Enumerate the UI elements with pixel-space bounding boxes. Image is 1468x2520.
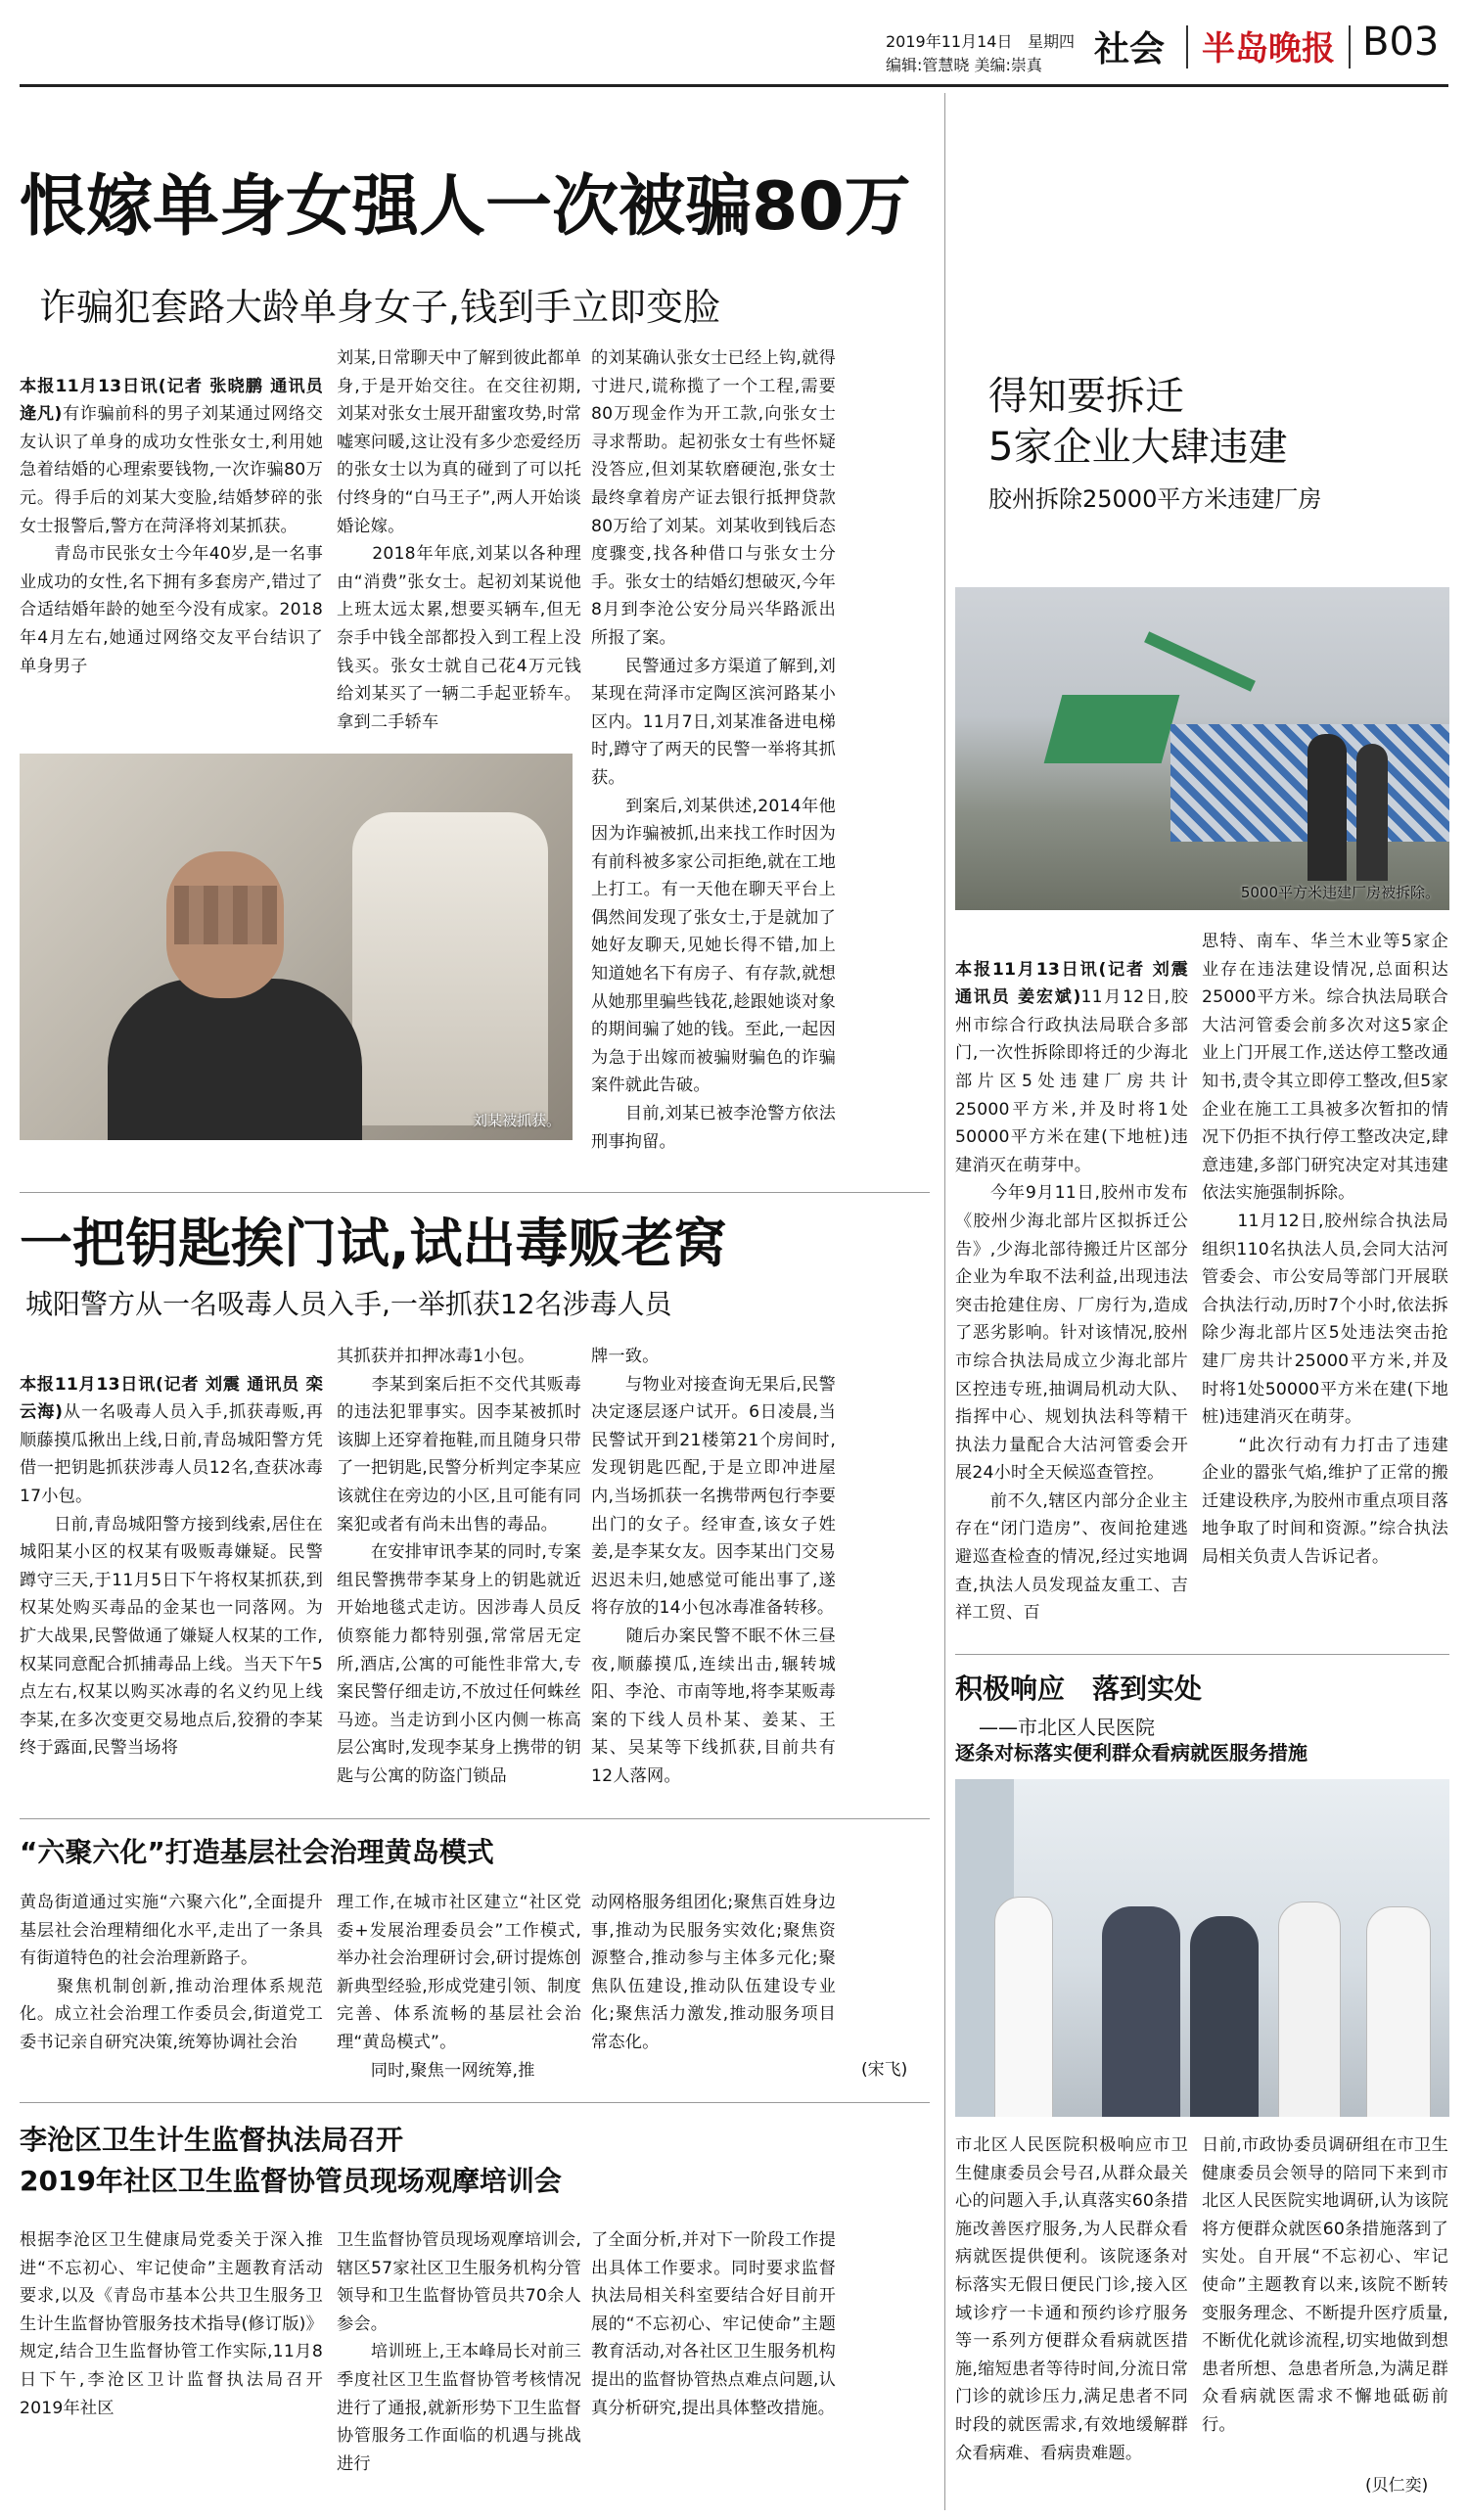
article-paragraph: 有诈骗前科的男子刘某通过网络交友认识了单身的成功女性张女士,利用她急着结婚的心理索要钱物,一次诈骗80万元。得手后的刘某大变脸,结婚梦碎的张女士报警后,警方在菏泽将刘某抓获。 青岛市民张女士今年40岁,是一名事业成功的女性,名下拥有多套房产,错过了合适结婚年龄的她至今没有成家。2018年4月左右,她通过网络交友平台结识了单身男子: [20, 404, 323, 676]
article-column: 卫生监督协管员现场观摩培训会,辖区57家社区卫生服务机构分管领导和卫生监督协管员共70余人参会。 培训班上,王本峰局长对前三季度社区卫生监督协管考核情况进行了通报,就新形势下卫生监督协管服务工作面临的机遇与挑战进行: [337, 2230, 581, 2474]
section-name: 社会: [1094, 29, 1166, 69]
section-divider: [955, 1654, 1449, 1655]
article-paragraph: 11月12日,胶州市综合行政执法局联合多部门,一次性拆除即将迁的少海北部片区5处违建厂房共计25000平方米,并及时将1处50000平方米在建(下地桩)违建消灭在萌芽中。 今年9月11日,胶州市发布《胶州少海北部片区拟拆迁公告》,少海北部待搬迁片区部分企业为牟取不法利益,出现违法突击抢建住房、厂房行为,造成了恶劣影响。针对该情况,胶州市综合执法局成立少海北部片区控违专班,抽调局机动大队、指挥中心、规划执法科等精干执法力量配合大沽河管委会开展24小时全天候巡查管控。 前不久,辖区内部分企业主存在“闭门造房”、夜间抢建逃避巡查检查的情况,经过实地调查,执法人员发现益友重工、吉祥工贸、百: [955, 987, 1188, 1624]
photo-caption: 刘某被抓获。: [472, 1112, 561, 1129]
car-seat: [352, 812, 548, 1125]
subheadline: 诈骗犯套路大龄单身女子,钱到手立即变脸: [39, 286, 721, 329]
signature: (宋飞): [861, 2060, 908, 2080]
newspaper-logo: 半岛晚报: [1202, 29, 1335, 69]
article-column: 市北区人民医院积极响应市卫生健康委员会号召,从群众最关心的问题入手,认真落实60条措施改善医疗服务,为人民群众看病就医提供便利。该院逐条对标落实无假日便民门诊,接入区域诊疗一卡通和预约诊疗服务等一系列方便群众看病就医措施,缩短患者等待时间,分流日常门诊的就诊压力,满足患者不同时段的就医需求,有效地缓解群众看病难、看病贵难题。: [955, 2135, 1188, 2463]
suspect-photo: [20, 754, 573, 1140]
staff-figure: [1366, 1906, 1431, 2117]
header-rule: [20, 84, 1448, 87]
section-divider: [20, 1818, 930, 1819]
doctor-figure: [994, 1897, 1053, 2117]
article-column: 日前,市政协委员调研组在市卫生健康委员会领导的陪同下来到市北区人民医院实地调研,认为该院将方便群众就医60条措施落到了实处。自开展“不忘初心、牢记使命”主题教育以来,该院不断转变服务理念、不断提升医疗质量,不断优化就诊流程,切实地做到想患者所想、急患者所急,为满足群众看病就医需求不懈地砥砺前行。: [1202, 2135, 1448, 2435]
subheadline: 胶州拆除25000平方米违建厂房: [988, 485, 1322, 513]
section-divider: [20, 1192, 930, 1193]
article-column: 思特、南车、华兰木业等5家企业存在违法建设情况,总面积达25000平方米。综合执法局联合大沽河管委会前多次对这5家企业上门开展工作,送达停工整改通知书,责令其立即停工整改,但5家企业在施工工具被多次暂扣的情况下仍拒不执行停工整改决定,肆意违建,多部门研究决定对其违建依法实施强制拆除。 11月12日,胶州综合执法局组织110名执法人员,会同大沽河管委会、市公安局等部门开展联合执法行动,历时7个小时,依法拆除少海北部片区5处违法突击抢建厂房共计25000平方米,并及时将1处50000平方米在建(下地桩)违建消灭在萌芽。 “此次行动有力打击了违建企业的嚣张气焰,维护了正常的搬迁建设秩序,为胶州市重点项目落地争取了时间和资源。”综合执法局相关负责人告诉记者。: [1202, 932, 1448, 1568]
blur-mosaic: [174, 886, 277, 944]
header-weekday: 星期四: [1028, 32, 1076, 51]
article-column: 牌一致。 与物业对接查询无果后,民警决定逐层逐户试开。6日凌晨,当民警试开到21楼第21个房间时,发现钥匙匹配,于是立即冲进屋内,当场抓获一名携带两包行李要出门的女子。经审查,该女子姓姜,是李某女友。因李某出门交易迟迟未归,她感觉可能出事了,遂将存放的14小包冰毒准备转移。 随后办案民警不眠不休三昼夜,顺藤摸瓜,连续出击,辗转城阳、李沧、市南等地,将李某贩毒案的下线人员朴某、姜某、王某、吴某等下线抓获,目前共有12人落网。: [591, 1347, 836, 1786]
article-column: 黄岛街道通过实施“六聚六化”,全面提升基层社会治理精细化水平,走出了一条具有街道特色的社会治理新路子。 聚焦机制创新,推动治理体系规范化。成立社会治理工作委员会,街道党工委书记亲自研究决策,统筹协调社会治: [20, 1893, 323, 2052]
headline: “六聚六化”打造基层社会治理黄岛模式: [20, 1836, 494, 1868]
article-paragraph: 从一名吸毒人员入手,抓获毒贩,再顺藤摸瓜揪出上线,日前,青岛城阳警方凭借一把钥匙抓获涉毒人员12名,查获冰毒17小包。 日前,青岛城阳警方接到线索,居住在城阳某小区的权某有吸贩毒嫌疑。民警蹲守三天,于11月5日下午将权某抓获,到权某处购买毒品的金某也一同落网。为扩大战果,民警做通了嫌疑人权某的工作,权某同意配合抓捕毒品上线。当天下午5点左右,权某以购买冰毒的名义约见上线李某,在多次变更交易地点后,狡猾的李某终于露面,民警当场将: [20, 1402, 323, 1759]
byline: 本报11月13日讯(记者 张晓鹏 通讯员 逄凡): [20, 376, 323, 425]
headline: 恨嫁单身女强人一次被骗80万: [20, 168, 911, 246]
headline: 一把钥匙挨门试,试出毒贩老窝: [20, 1213, 727, 1274]
photo-caption: 5000平方米违建厂房被拆除。: [1240, 884, 1440, 901]
excavator: [1044, 695, 1180, 763]
page-number: B03: [1362, 20, 1440, 65]
worker-figure: [1356, 744, 1388, 881]
visitor-figure: [1190, 1916, 1259, 2117]
article-column: [955, 928, 1188, 1627]
subheadline: 城阳警方从一名吸毒人员入手,一举抓获12名涉毒人员: [25, 1288, 672, 1320]
header-editors: 编辑:管慧晓 美编:崇真: [886, 56, 1042, 74]
column-divider: [944, 93, 945, 2510]
article-column: 刘某,日常聊天中了解到彼此都单身,于是开始交往。在交往初期,刘某对张女士展开甜蜜攻势,时常嘘寒问暖,这让没有多少恋爱经历的张女士以为真的碰到了可以托付终身的“白马王子”,两人开始谈婚论嫁。 2018年年底,刘某以各种理由“消费”张女士。起初刘某说他上班太远太累,想要买辆车,但无奈手中钱全部都投入到工程上没钱买。张女士就自己花4万元钱给刘某买了一辆二手起亚轿车。拿到二手轿车: [337, 348, 581, 732]
department-line: ——市北区人民医院: [979, 1716, 1155, 1739]
article-column: 根据李沧区卫生健康局党委关于深入推进“不忘初心、牢记使命”主题教育活动要求,以及《青岛市基本公共卫生服务卫生计生监督协管服务技术指导(修订版)》规定,结合卫生监督协管工作实际,11月8日下午,李沧区卫计监督执法局召开2019年社区: [20, 2230, 323, 2418]
byline: 本报11月13日讯(记者 刘震 通讯员 姜宏斌): [955, 959, 1188, 1008]
header-divider: [1186, 25, 1188, 69]
headline: 积极响应 落到实处: [955, 1672, 1203, 1705]
article-column: [20, 1343, 323, 1763]
headline: 5家企业大肆违建: [988, 425, 1288, 470]
hospital-visit-photo: [955, 1779, 1449, 2117]
excavator-arm: [1144, 631, 1256, 692]
article-column: [20, 344, 323, 680]
subheadline: 逐条对标落实便利群众看病就医服务措施: [955, 1741, 1307, 1764]
article-column: 的刘某确认张女士已经上钩,就得寸进尺,谎称揽了一个工程,需要80万现金作为开工款,向张女士寻求帮助。起初张女士有些怀疑没答应,但刘某软磨硬泡,张女士最终拿着房产证去银行抵押贷款80万给了刘某。刘某收到钱后态度骤变,找各种借口与张女士分手。张女士的结婚幻想破灭,今年8月到李沧公安分局兴华路派出所报了案。 民警通过多方渠道了解到,刘某现在菏泽市定陶区滨河路某小区内。11月7日,刘某准备进电梯时,蹲守了两天的民警一举将其抓获。 到案后,刘某供述,2014年他因为诈骗被抓,出来找工作时因为有前科被多家公司拒绝,就在工地上打工。有一天他在聊天平台上偶然间发现了张女士,于是就加了她好友聊天,见她长得不错,加上知道她名下有房子、有存款,就想从她那里骗些钱花,趁跟她谈对象的期间骗了她的钱。至此,一起因为急于出嫁而被骗财骗色的诈骗案件就此告破。 目前,刘某已被李沧警方依法刑事拘留。: [591, 348, 836, 1152]
article-column: 动网格服务组团化;聚焦百姓身边事,推动为民服务实效化;聚焦资源整合,推动参与主体多元化;聚焦队伍建设,推动队伍建设专业化;聚焦活力激发,推动服务项目常态化。: [591, 1893, 836, 2052]
headline: 2019年社区卫生监督协管员现场观摩培训会: [20, 2165, 562, 2197]
article-column: 其抓获并扣押冰毒1小包。 李某到案后拒不交代其贩毒的违法犯罪事实。因李某被抓时该脚上还穿着拖鞋,而且随身只带了一把钥匙,民警分析判定李某应该就住在旁边的小区,且可能有同案犯或者有尚未出售的毒品。 在安排审讯李某的同时,专案组民警携带李某身上的钥匙就近开始地毯式走访。因涉毒人员反侦察能力都特别强,常常居无定所,酒店,公寓的可能性非常大,专案民警仔细走访,不放过任何蛛丝马迹。当走访到小区内侧一栋高层公寓时,发现李某身上携带的钥匙与公寓的防盗门锁品: [337, 1347, 581, 1786]
header-divider: [1349, 25, 1351, 69]
article-column: 了全面分析,并对下一阶段工作提出具体工作要求。同时要求监督执法局相关科室要结合好目前开展的“不忘初心、牢记使命”主题教育活动,对各社区卫生服务机构提出的监督协管热点难点问题,认真分析研究,提出具体整改措施。: [591, 2230, 836, 2418]
worker-figure: [1307, 734, 1347, 881]
article-column: 理工作,在城市社区建立“社区党委+发展治理委员会”工作模式,举办社会治理研讨会,研讨提炼创新典型经验,形成党建引领、制度完善、体系流畅的基层社会治理“黄岛模式”。 同时,聚焦一网统筹,推: [337, 1893, 581, 2081]
demolition-photo: [955, 587, 1449, 910]
signature: (贝仁奕): [1365, 2476, 1429, 2496]
section-divider: [20, 2102, 930, 2103]
header-date: 2019年11月14日: [886, 32, 1013, 51]
person-figure: [108, 979, 362, 1140]
headline: 得知要拆迁: [988, 374, 1184, 419]
headline: 李沧区卫生计生监督执法局召开: [20, 2124, 404, 2156]
byline: 本报11月13日讯(记者 刘震 通讯员 栾云海): [20, 1374, 323, 1423]
staff-figure: [1278, 1901, 1341, 2117]
visitor-figure: [1102, 1906, 1180, 2117]
